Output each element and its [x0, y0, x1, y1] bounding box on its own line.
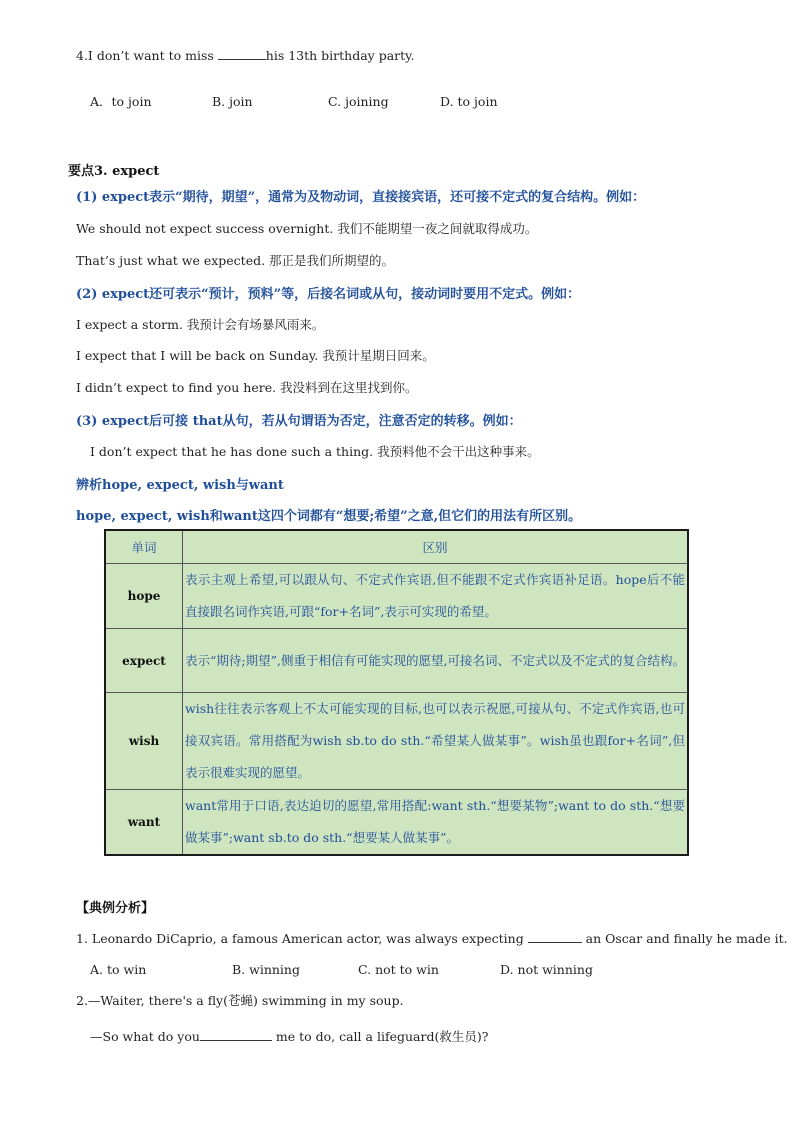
distinction-title: 辨析hope, expect, wish与want	[76, 478, 284, 493]
rule-1: (1) expect表示“期待，期望”，通常为及物动词，直接接宾语，还可接不定式的复合结构。例如：	[76, 190, 646, 205]
example-4: I expect that I will be back on Sunday. 我预计星期日回来。	[76, 348, 435, 363]
word-cell: wish	[105, 693, 183, 790]
header-word: 单词	[105, 530, 183, 564]
example-6: I don’t expect that he has done such a thing. 我预料他不会干出这种事来。	[90, 444, 540, 459]
option-d: D. to join	[440, 94, 498, 109]
option-c: C. not to win	[358, 962, 439, 977]
question-4	[76, 47, 415, 63]
option-c: C. joining	[328, 94, 389, 109]
option-d: D. not winning	[500, 962, 593, 977]
example-question-2-line-1: 2.—Waiter, there's a fly(苍蝇) swimming in my soup.	[76, 993, 404, 1008]
table-row	[105, 629, 688, 693]
option-a: A. to win	[90, 962, 147, 977]
example-2: That’s just what we expected. 那正是我们所期望的。	[76, 253, 395, 268]
distinction-intro: hope, expect, wish和want这四个词都有“想要;希望”之意,但它们的用法有所区别。	[76, 509, 582, 524]
examples-heading: 【典例分析】	[76, 901, 155, 916]
table-header-row	[105, 530, 688, 564]
option-a: A．to join	[90, 94, 152, 109]
point-3-heading: 要点3. expect	[68, 164, 160, 179]
rule-3: (3) expect后可接 that从句，若从句谓语为否定，注意否定的转移。例如：	[76, 414, 522, 429]
table-row	[105, 693, 688, 790]
question-2-stem-after: me to do, call a lifeguard(救生员)?	[271, 1029, 489, 1044]
question-1-stem-after: an Oscar and finally he made it.	[581, 931, 788, 946]
answer-blank	[218, 47, 266, 60]
question-1-options	[90, 962, 593, 977]
definition-cell: 表示“期待;期望”,侧重于相信有可能实现的愿望,可接名词、不定式以及不定式的复合结构。	[183, 629, 689, 693]
table-row	[105, 564, 688, 629]
word-cell: hope	[105, 564, 183, 629]
question-4-stem-before: 4.I don’t want to miss	[76, 48, 218, 63]
question-1-stem-before: 1. Leonardo DiCaprio, a famous American actor, was always expecting	[76, 931, 528, 946]
rule-2: (2) expect还可表示“预计，预料”等，后接名词或从句，接动词时要用不定式。例如：	[76, 287, 581, 302]
definition-cell: want常用于口语,表达迫切的愿望,常用搭配:want sth.“想要某物”;want to do sth.“想要做某事”;want sb.to do sth.“想要某人做某事”。	[183, 790, 689, 856]
header-difference: 区别	[183, 530, 689, 564]
question-4-stem-after: his 13th birthday party.	[265, 48, 415, 63]
answer-blank	[528, 930, 582, 943]
question-2-stem-before: —So what do you	[90, 1029, 200, 1044]
table-row	[105, 790, 688, 856]
example-1: We should not expect success overnight. 我们不能期望一夜之间就取得成功。	[76, 221, 538, 236]
answer-blank	[200, 1028, 272, 1041]
word-cell: expect	[105, 629, 183, 693]
example-5: I didn’t expect to find you here. 我没料到在这里找到你。	[76, 380, 418, 395]
option-b: B. join	[212, 94, 253, 109]
question-4-options	[90, 92, 498, 110]
example-3: I expect a storm. 我预计会有场暴风雨来。	[76, 317, 325, 332]
example-question-1	[76, 930, 788, 946]
option-b: B. winning	[232, 962, 300, 977]
comparison-table	[104, 529, 689, 856]
definition-cell: 表示主观上希望,可以跟从句、不定式作宾语,但不能跟不定式作宾语补足语。hope后不能直接跟名词作宾语,可跟“for+名词”,表示可实现的希望。	[183, 564, 689, 629]
example-question-2-line-2	[90, 1027, 488, 1045]
word-cell: want	[105, 790, 183, 856]
definition-cell: wish往往表示客观上不太可能实现的目标,也可以表示祝愿,可接从句、不定式作宾语,也可接双宾语。常用搭配为wish sb.to do sth.“希望某人做某事”。wish虽也跟for+名词”,但表示很难实现的愿望。	[183, 693, 689, 790]
